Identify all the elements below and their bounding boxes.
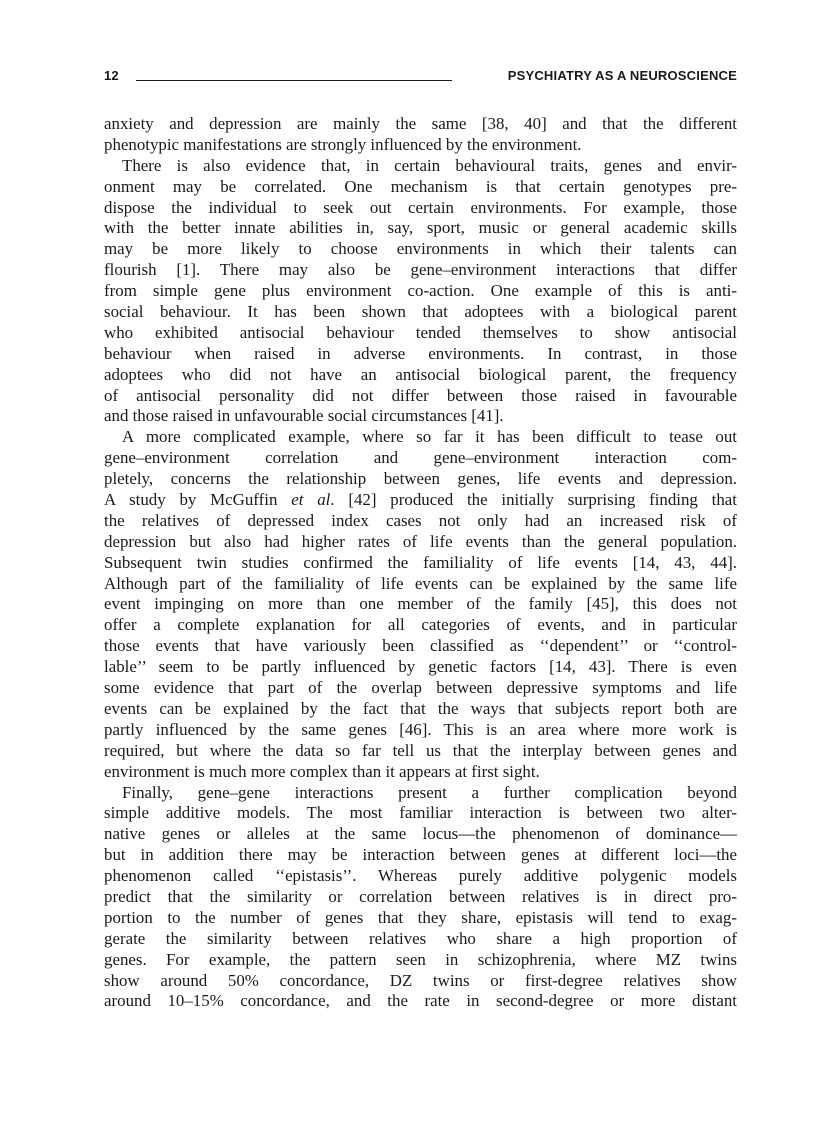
text-line: A more complicated example, where so far it has been difficult to tease out bbox=[122, 427, 737, 447]
text-line: lable’’ seem to be partly influenced by genetic factors [14, 43]. There is even bbox=[104, 657, 737, 677]
text-line: partly influenced by the same genes [46]. This is an area where more work is bbox=[104, 719, 737, 739]
text-line: portion to the number of genes that they share, epistasis will tend to exag- bbox=[104, 907, 737, 927]
text-line: anxiety and depression are mainly the same [38, 40] and that the different bbox=[104, 114, 737, 133]
text-line: phenotypic manifestations are strongly influenced by the environment. bbox=[104, 134, 582, 154]
body-text bbox=[104, 114, 737, 1012]
text-line: native genes or alleles at the same locus—the phenomenon of dominance— bbox=[104, 824, 737, 844]
text-line: dispose the individual to seek out certain environments. For example, those bbox=[104, 197, 737, 217]
text-line: gene–environment correlation and gene–environment interaction com- bbox=[104, 448, 737, 468]
text-line: some evidence that part of the overlap between depressive symptoms and life bbox=[104, 678, 737, 698]
text-line: gerate the similarity between relatives who share a high proportion of bbox=[104, 928, 737, 948]
text-line: those events that have variously been classified as ‘‘dependent’’ or ‘‘control- bbox=[104, 636, 737, 656]
text-line: but in addition there may be interaction between genes at different loci—the bbox=[104, 845, 737, 865]
text-line: onment may be correlated. One mechanism is that certain genotypes pre- bbox=[104, 176, 737, 196]
header-rule bbox=[136, 80, 452, 81]
text-line: show around 50% concordance, DZ twins or first-degree relatives show bbox=[104, 970, 737, 990]
text-line: may be more likely to choose environments in which their talents can bbox=[104, 239, 737, 259]
text-line: behaviour when raised in adverse environments. In contrast, in those bbox=[104, 343, 737, 363]
text-line: environment is much more complex than it appears at first sight. bbox=[104, 761, 540, 781]
text-line: from simple gene plus environment co-action. One example of this is anti- bbox=[104, 281, 737, 301]
italic-run: et al bbox=[291, 490, 331, 510]
text-line: genes. For example, the pattern seen in schizophrenia, where MZ twins bbox=[104, 949, 737, 969]
text-line: required, but where the data so far tell us that the interplay between genes and bbox=[104, 740, 737, 760]
text-line: adoptees who did not have an antisocial biological parent, the frequency bbox=[104, 364, 737, 384]
text-line: the relatives of depressed index cases not only had an increased risk of bbox=[104, 510, 737, 530]
text-line: depression but also had higher rates of life events than the general population. bbox=[104, 531, 737, 551]
text-line: predict that the similarity or correlation between relatives is in direct pro- bbox=[104, 886, 737, 906]
text-line: who exhibited antisocial behaviour tended themselves to show antisocial bbox=[104, 322, 737, 342]
running-head bbox=[104, 68, 737, 88]
text-line: offer a complete explanation for all categories of events, and in particular bbox=[104, 615, 737, 635]
text-line: simple additive models. The most familiar interaction is between two alter- bbox=[104, 803, 737, 823]
page-number: 12 bbox=[104, 68, 119, 83]
text-line: with the better innate abilities in, say, sport, music or general academic skills bbox=[104, 218, 737, 238]
text-line: around 10–15% concordance, and the rate in second-degree or more distant bbox=[104, 991, 737, 1011]
text-line: phenomenon called ‘‘epistasis’’. Whereas purely additive polygenic models bbox=[104, 866, 737, 886]
text-line: Subsequent twin studies confirmed the familiality of life events [14, 43, 44]. bbox=[104, 552, 737, 572]
text-line: flourish [1]. There may also be gene–environment interactions that differ bbox=[104, 260, 737, 280]
running-title: PSYCHIATRY AS A NEUROSCIENCE bbox=[507, 68, 737, 83]
text-run: . [42] produced the initially surprising finding that bbox=[330, 490, 737, 510]
text-line: Finally, gene–gene interactions present a further complication beyond bbox=[122, 782, 737, 802]
text-line: events can be explained by the fact that the ways that subjects report both are bbox=[104, 698, 737, 718]
text-line: of antisocial personality did not differ between those raised in favourable bbox=[104, 385, 737, 405]
text-line: Although part of the familiality of life events can be explained by the same life bbox=[104, 573, 737, 593]
text-line: and those raised in unfavourable social circumstances [41]. bbox=[104, 406, 504, 426]
text-line bbox=[104, 490, 737, 511]
text-line: event impinging on more than one member of the family [45], this does not bbox=[104, 594, 737, 614]
text-line: social behaviour. It has been shown that adoptees with a biological parent bbox=[104, 302, 737, 322]
text-line: pletely, concerns the relationship between genes, life events and depression. bbox=[104, 469, 737, 489]
text-line: There is also evidence that, in certain behavioural traits, genes and envir- bbox=[122, 155, 737, 175]
text-run: A study by McGuffin bbox=[104, 490, 292, 510]
